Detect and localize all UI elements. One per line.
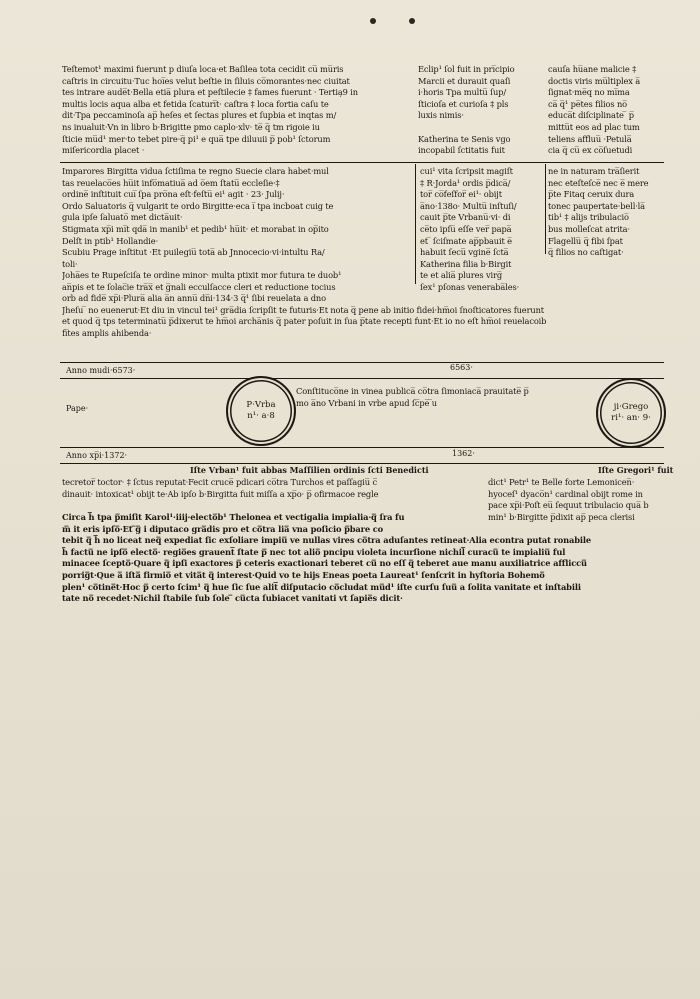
text-line: mittu̅t eos ad plac tum: [548, 121, 640, 132]
text-line: q̅ filios no caſtigat·: [548, 247, 624, 258]
text-line: doctis viris mu̅ltiplex a̅: [548, 75, 641, 86]
column-rule: [545, 164, 546, 254]
text-line: Stigmata xp̅i mi̅t qda̅ in manib¹ et pedib¹ hu̅it· et morabat in op̅ito: [62, 223, 329, 234]
text-line: Delſt̅ in ptib¹ Hollandie·: [62, 235, 159, 246]
medal-gregory: [596, 378, 666, 448]
text-line: incopabil̅ ſctitatis fuit: [418, 145, 505, 156]
text-line: ‡ R·Jorda¹ ordis p̅dica̅/: [420, 177, 511, 188]
text-line: tebit q̅ h̅ no liceat neq̅ expediat ſic exſoliare impiu̅ ve nullas vires co̅tra aduſantes retineat·Alia econtra putat ronabile: [62, 535, 592, 546]
text-line: i·horis Tpa multu̅ ſup/: [418, 87, 506, 98]
year-rule: [60, 447, 664, 448]
text-line: tonec paupertate·bell̅·la̅: [548, 200, 645, 211]
text-line: cui¹ vita ſcripsit magiſt̅: [420, 166, 513, 176]
anno-mundi-label: Anno mudi·6573·: [66, 366, 136, 375]
text-line: Ordo Saluatoris q̅ vulgarit̅ te ordo Birgitte·eca i̅ tpa incboat cuig te: [62, 200, 334, 211]
text-line: cia q̅ cu̅ ex co̅ſuetudi: [548, 145, 633, 156]
text-line: multis locis aqua alba et fetida ſcaturi̅t· caſtra ‡ loca fortia caſu te: [62, 98, 329, 109]
gregory-heading: Iſte Gregori¹ fuit: [598, 465, 674, 475]
text-line: Katherina te Senis vgo: [418, 133, 511, 144]
text-line: p̅te Fitaq ceruix dura: [548, 189, 635, 200]
text-line: Joha̅es te Rupeſciſa te ordine minor· multa ptixit mor futura te duob¹: [62, 270, 342, 280]
text-line: Imparores Birgitta vidua ſctiſima te regno Suecie clara habet·mul: [62, 166, 329, 176]
text-line: Katherina filia b·Birgit: [420, 258, 512, 269]
text-line: Teſtemot¹ maximi fuerunt p diuſa loca·et Baſilea tota cecidit cu̅ mu̅ris: [62, 64, 344, 74]
anno-christi-label: Anno xp̅i·1372·: [66, 451, 128, 460]
text-line: tib¹ ‡ alijs tribulacio̅: [548, 212, 629, 223]
text-block-rupescissa: [62, 270, 668, 340]
caption-line: Conſtituco̅ne in vinea publica̅ co̅tra ſimoniaca̅ prauitate̅ p̅: [296, 386, 529, 396]
text-line: Marcii et durauit quaſi: [418, 75, 511, 86]
text-line: min¹ b·Birgitte p̅dixit ap̅ peca clerisi: [488, 511, 635, 522]
text-line: te et alia̅ plures virg̅: [420, 270, 502, 281]
text-line: toli·: [62, 258, 78, 269]
text-line: educa̅t diſciplinate ̅ p̅: [548, 110, 634, 121]
text-line: caſtris in circuitu·Tuc hoi̅es velut beſtie in ſiluis co̅morantes·nec ciuitat: [62, 75, 350, 86]
section-rule: [60, 162, 664, 163]
text-line: tas reuelaco̅es hu̅it info̅matiua̅ ad o̅em ſtatu̅ eccleſie·‡: [62, 177, 280, 188]
text-line: ſex¹ pſonas veneraba̅les·: [420, 281, 520, 292]
text-line: ſignat·me̅q no mi̅ma: [548, 87, 630, 98]
urban-heading: Iſte Vrban¹ fuit abbas Maſſilien ordinis ſcti Benedicti: [190, 465, 429, 475]
anno-mundi-center: 6563·: [450, 363, 473, 372]
medal-urban-line2: n¹· a·8: [247, 411, 275, 421]
text-line: a̅no·138o· Multu̅ inſtuſi/: [420, 200, 517, 211]
text-line: bus molleſcat atrita·: [548, 223, 630, 234]
text-line: m̅ it eris ipſo̅·Et ̅g̅ i diputaco gra̅dis pro et co̅tra lia̅ vna poſicio p̅bare co: [62, 523, 384, 534]
text-line: et ̅ ſciſmate ap̅pbauit e̅: [420, 235, 512, 246]
text-line: [418, 122, 542, 134]
text-line: dict¹ Petr¹ te Belle forte Lemonicen̅·: [488, 477, 635, 487]
text-line: ns inualuit·Vn in libro b·Brigitte pmo capl̅o·xlv· te̅ q̅ tm rigoie iu: [62, 121, 320, 132]
text-block-urban: [62, 477, 484, 500]
binding-hole: [409, 18, 415, 24]
text-line: an̅pis et te ſolac̅ie tra̅x̅ et g̅nali ecculſacce cleri et reductione tocius: [62, 281, 336, 292]
text-line: dinauit· intoxicat¹ obijt te·Ab ipſo b·Birgitta fuit miſſa a xp̅o· p̅ ofirmacoe regle: [62, 488, 379, 499]
text-line: miſericordia placet ·: [62, 145, 145, 156]
text-block-top-right: [548, 64, 666, 157]
text-line: ordine̅ inſtituit cui̅ ſpa pro̅na eſt·feſtu̅ ei¹ agit · 23· Julij·: [62, 189, 285, 200]
text-block-top-left: [62, 64, 416, 157]
text-line: Circa h̅ tpa p̅miſit Karol¹·iiij·electo̅b¹ Thelonea et vectigalia impialia·q̅ ſra fu: [62, 512, 405, 522]
text-line: et quod q̅ tps teterminatu̅ p̅dixerut te hm̅oi archa̅nis q̅ pater poſuit in ſua p̅tate recepti funt·Et io no eſt hm̅oi reuelacoib̅: [62, 316, 547, 327]
text-line: hyoceſ¹ dyaco̅n¹ cardinal̅ obijt rome in: [488, 488, 643, 499]
text-line: porrig̅t·Que a̅ iſta̅ firmio̅ et vita̅t q̅ interest·Quid vo te hijs Eneas poeta Laureat¹ ſenſcrit in hyſtoria Bohemo̅: [62, 569, 545, 580]
text-line: h̅ factu̅ ne ipſo̅ electo̅· regio̅es grauent̅ ſtate p̅ nec tot alio̅ pncipu violeta incurſione nichil̅ curacu̅ te impialiu̅ ful: [62, 546, 566, 557]
pape-label: Pape·: [66, 404, 89, 413]
text-line: cauit p̅te Vrbanu̅·vi· di: [420, 212, 511, 223]
text-line: luxis nimis·: [418, 110, 464, 121]
caption-line: mo a̅no Vrbani in vrbe apud ſc̅pe̅ ̅u: [296, 397, 437, 408]
text-block-charles-iv: [62, 512, 668, 605]
text-line: Scubiu Prage inſtitut̅ ·Et puilegiu̅ tota̅ ab Jnnocecio·vi·intultu Ra/: [62, 247, 325, 258]
text-line: Eclip¹ ſol fuit in pri̅cipio: [418, 64, 515, 74]
text-line: orb̅ ad fide̅ xp̅i·Plura̅ alia a̅n annu̅ dn̅i·134·3 q̅¹ ſibi reuelata a dno: [62, 293, 326, 304]
text-line: fi̅tes amplis ahibenda·: [62, 327, 152, 338]
text-line: Flagellu̅ q̅ fibi ſpat: [548, 235, 623, 246]
text-line: nec eteſteſce̅ nec e̅ mere: [548, 177, 649, 188]
text-line: Jh̅eſu ̅ no euenerut·Et diu in vincul̅ tei¹ gra̅dia ſcripſit te futuris·Et nota q̅ pene ab initio fidei·hm̅oi ſnoſticatores fuerunt: [62, 304, 544, 315]
medal-urban: [226, 376, 296, 446]
medal-urban-line1: P·Vrba: [246, 400, 276, 410]
text-block-top-middle: [418, 64, 542, 157]
text-line: gula ipſe ſaluato̅ met dicta̅uit·: [62, 212, 183, 223]
text-line: dit·Tpa peccaminoſa ap̅ heſes et ſectas plures et ſupbia et inqtas m/: [62, 110, 337, 121]
text-line: ca̅ q̅¹ pe̅tes filios no̅: [548, 98, 627, 109]
text-line: ſticie mu̅d¹ mer·to tebet pire·q̅ pi¹ e qua̅ tpe diluuii p̅ pob¹ ſctorum: [62, 133, 331, 144]
text-line: plen¹ co̅tine̅t·Hoc p̅ certo ſcim¹ q̅ hue ſic ſue alit̅ diſputacio co̅cludat mu̅d¹ iſte curſu ſuu̅ a ſolita vanitate et inſtabili: [62, 581, 581, 592]
binding-hole: [370, 18, 376, 24]
text-line: tor̅ co̅feſfor̅ ei¹· obijt: [420, 189, 502, 200]
year-rule: [60, 378, 664, 379]
anno-christi-center: 1362·: [452, 449, 475, 458]
text-block-birgitta: [62, 166, 416, 270]
medal-gregory-line2: ri¹· an· 9·: [611, 413, 651, 423]
text-line: tate no̅ recedet·Nichil ſtabile ſub ſole ̅ cu̅cta ſubiacet vanitati vt ſapie̅s dicit·: [62, 593, 403, 604]
text-line: pace xp̅i·Poſt eu̅ ſequut tribulacio qua̅ b̅: [488, 500, 649, 511]
year-rule: [60, 362, 664, 363]
constitution-caption: [296, 386, 596, 409]
text-line: teliens affluu̅ ·Petula̅: [548, 133, 632, 144]
year-rule: [60, 463, 664, 464]
text-block-flagellum: [548, 166, 666, 259]
text-line: tes intrare aude̅t·Bella etia̅ plura et peſtilecie ‡ fames fuerunt · Tertia̗9 in: [62, 87, 358, 98]
text-line: cauſa hu̅ane malicie ‡: [548, 64, 637, 74]
text-line: ne in naturam tra̅ſierit: [548, 166, 640, 176]
medal-gregory-line1: ji·Grego: [613, 402, 649, 412]
text-line: minacee ſcepto̅·Quare q̅ ipſi exactores p̅ ceteris exactionari teberet cu̅ no eſſ q̅ teberet aue manu auxiliatrice affliccu̅: [62, 558, 587, 569]
text-line: ce̅to ipſu̅ eſſe ver̅ papa̅: [420, 223, 512, 234]
text-line: habuit ſecu̅ vgine̅ ſcta̅: [420, 247, 509, 258]
text-line: tecretor̅ toctor· ‡ ſctus reputat·Fecit cruce̅ pdicari co̅tra Turchos et paſſagiu̅ c̅: [62, 477, 377, 487]
text-line: ſticioſa et curioſa ‡ pls: [418, 98, 509, 109]
